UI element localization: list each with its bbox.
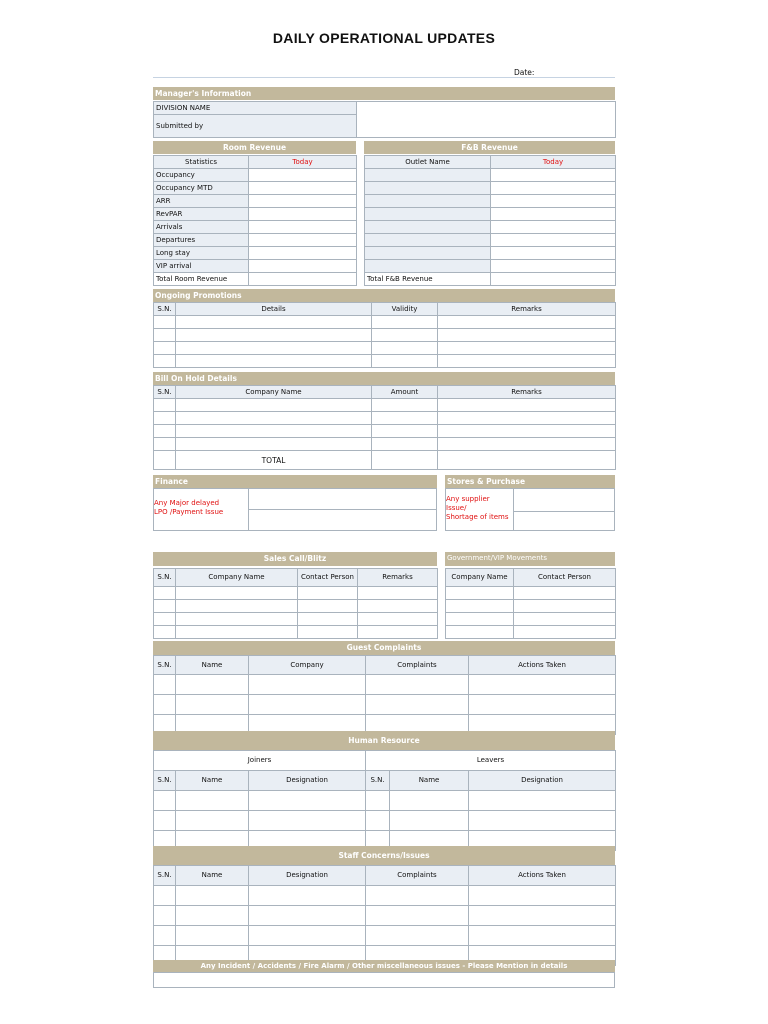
sales-call-header: Sales Call/Blitz — [153, 552, 437, 566]
outlet-value-cell[interactable] — [491, 247, 616, 260]
sales-remarks-header: Remarks — [358, 569, 438, 587]
stores-issue-label: Any supplier Issue/ Shortage of items — [446, 495, 509, 521]
table-row — [154, 329, 616, 342]
staff-complaints-header: Complaints — [366, 866, 469, 886]
date-label: Date: — [514, 68, 535, 77]
bill-amount-header: Amount — [372, 386, 438, 399]
promotions-header: Ongoing Promotions — [153, 289, 615, 302]
staff-name-header: Name — [176, 866, 249, 886]
outlet-value-cell[interactable] — [491, 182, 616, 195]
fb-today-col-header: Today — [491, 156, 616, 169]
table-row — [154, 886, 616, 906]
table-row — [154, 438, 616, 451]
bill-total-label: TOTAL — [176, 451, 372, 470]
outlet-name-cell[interactable] — [365, 169, 491, 182]
table-row — [154, 355, 616, 368]
stores-field-1[interactable] — [513, 488, 615, 512]
total-room-revenue-value[interactable] — [249, 273, 357, 286]
table-row — [154, 399, 616, 412]
joiners-label: Joiners — [154, 751, 366, 771]
table-row — [446, 600, 616, 613]
outlet-value-cell[interactable] — [491, 260, 616, 273]
staff-sn-header: S.N. — [154, 866, 176, 886]
total-fb-revenue-label: Total F&B Revenue — [365, 273, 491, 286]
leavers-name-header: Name — [390, 771, 469, 791]
finance-box — [153, 488, 437, 531]
room-revenue-header: Room Revenue — [153, 141, 356, 154]
promo-sn-header: S.N. — [154, 303, 176, 316]
stat-vip-arrival: VIP arrival — [154, 260, 249, 273]
stat-arrivals: Arrivals — [154, 221, 249, 234]
date-field[interactable] — [153, 77, 615, 78]
joiners-sn-header: S.N. — [154, 771, 176, 791]
leavers-label: Leavers — [366, 751, 616, 771]
table-row — [154, 316, 616, 329]
occupancy-value[interactable] — [249, 169, 357, 182]
outlet-value-cell[interactable] — [491, 169, 616, 182]
submitted-by-label: Submitted by — [154, 115, 357, 138]
table-row — [154, 675, 616, 695]
table-row — [446, 613, 616, 626]
page-title: DAILY OPERATIONAL UPDATES — [272, 30, 496, 46]
gov-contact-header: Contact Person — [514, 569, 616, 587]
sales-company-header: Company Name — [176, 569, 298, 587]
stat-long-stay: Long stay — [154, 247, 249, 260]
stores-purchase-header: Stores & Purchase — [445, 475, 615, 488]
outlet-name-cell[interactable] — [365, 247, 491, 260]
bill-company-header: Company Name — [176, 386, 372, 399]
table-row — [154, 412, 616, 425]
table-row — [154, 342, 616, 355]
complaints-company-header: Company — [249, 656, 366, 675]
stores-box — [445, 488, 615, 531]
revpar-value[interactable] — [249, 208, 357, 221]
staff-concerns-table — [153, 865, 616, 966]
joiners-name-header: Name — [176, 771, 249, 791]
finance-issue-label: Any Major delayed LPO /Payment Issue — [154, 499, 224, 516]
stat-arr: ARR — [154, 195, 249, 208]
staff-designation-header: Designation — [249, 866, 366, 886]
stat-occupancy-mtd: Occupancy MTD — [154, 182, 249, 195]
finance-header: Finance — [153, 475, 437, 488]
departures-value[interactable] — [249, 234, 357, 247]
complaints-sn-header: S.N. — [154, 656, 176, 675]
outlet-name-cell[interactable] — [365, 182, 491, 195]
bill-sn-header: S.N. — [154, 386, 176, 399]
leavers-designation-header: Designation — [469, 771, 616, 791]
complaints-name-header: Name — [176, 656, 249, 675]
leavers-sn-header: S.N. — [366, 771, 390, 791]
incident-header: Any Incident / Accidents / Fire Alarm / Other miscellaneous issues - Please Mention in details — [153, 960, 615, 972]
table-row — [154, 600, 438, 613]
sales-contact-header: Contact Person — [298, 569, 358, 587]
manager-info-header: Manager's Information — [153, 87, 615, 100]
today-col-header: Today — [249, 156, 357, 169]
table-row — [154, 695, 616, 715]
fb-revenue-header: F&B Revenue — [364, 141, 615, 154]
division-name-label: DIVISION NAME — [154, 102, 357, 115]
vip-arrival-value[interactable] — [249, 260, 357, 273]
table-row — [154, 425, 616, 438]
outlet-name-cell[interactable] — [365, 221, 491, 234]
promo-remarks-header: Remarks — [438, 303, 616, 316]
human-resource-table — [153, 750, 616, 851]
manager-info-table — [153, 101, 616, 138]
bill-total-amount[interactable] — [372, 451, 438, 470]
outlet-value-cell[interactable] — [491, 221, 616, 234]
arrivals-value[interactable] — [249, 221, 357, 234]
table-row — [154, 613, 438, 626]
statistics-col-header: Statistics — [154, 156, 249, 169]
finance-field-1[interactable] — [248, 488, 437, 510]
guest-complaints-header: Guest Complaints — [153, 641, 615, 655]
table-row — [154, 626, 438, 639]
sales-sn-header: S.N. — [154, 569, 176, 587]
table-row — [154, 906, 616, 926]
promotions-table — [153, 302, 616, 368]
arr-value[interactable] — [249, 195, 357, 208]
division-name-field[interactable] — [357, 102, 616, 138]
staff-concerns-header: Staff Concerns/Issues — [153, 846, 615, 865]
fb-revenue-table — [364, 155, 616, 286]
table-row — [446, 626, 616, 639]
bill-remarks-header: Remarks — [438, 386, 616, 399]
stores-field-2[interactable] — [513, 511, 615, 531]
table-row — [154, 926, 616, 946]
promo-details-header: Details — [176, 303, 372, 316]
joiners-designation-header: Designation — [249, 771, 366, 791]
complaints-complaints-header: Complaints — [366, 656, 469, 675]
staff-actions-header: Actions Taken — [469, 866, 616, 886]
sales-call-table — [153, 568, 438, 639]
room-revenue-table — [153, 155, 357, 286]
bill-on-hold-header: Bill On Hold Details — [153, 372, 615, 385]
incident-field[interactable] — [153, 972, 615, 988]
stat-revpar: RevPAR — [154, 208, 249, 221]
promo-validity-header: Validity — [372, 303, 438, 316]
gov-company-header: Company Name — [446, 569, 514, 587]
total-room-revenue-label: Total Room Revenue — [154, 273, 249, 286]
outlet-value-cell[interactable] — [491, 208, 616, 221]
finance-field-2[interactable] — [248, 509, 437, 531]
occupancy-mtd-value[interactable] — [249, 182, 357, 195]
outlet-value-cell[interactable] — [491, 234, 616, 247]
outlet-name-cell[interactable] — [365, 195, 491, 208]
human-resource-header: Human Resource — [153, 731, 615, 750]
complaints-actions-header: Actions Taken — [469, 656, 616, 675]
gov-vip-table — [445, 568, 616, 639]
table-row — [154, 811, 616, 831]
table-row — [154, 587, 438, 600]
bill-on-hold-table — [153, 385, 616, 470]
outlet-value-cell[interactable] — [491, 195, 616, 208]
outlet-name-cell[interactable] — [365, 208, 491, 221]
outlet-name-cell[interactable] — [365, 234, 491, 247]
long-stay-value[interactable] — [249, 247, 357, 260]
guest-complaints-table — [153, 655, 616, 735]
table-row — [154, 791, 616, 811]
gov-vip-header: Government/VIP Movements — [445, 552, 615, 566]
outlet-name-cell[interactable] — [365, 260, 491, 273]
stat-departures: Departures — [154, 234, 249, 247]
total-fb-revenue-value[interactable] — [491, 273, 616, 286]
stat-occupancy: Occupancy — [154, 169, 249, 182]
table-row — [446, 587, 616, 600]
outlet-name-col-header: Outlet Name — [365, 156, 491, 169]
